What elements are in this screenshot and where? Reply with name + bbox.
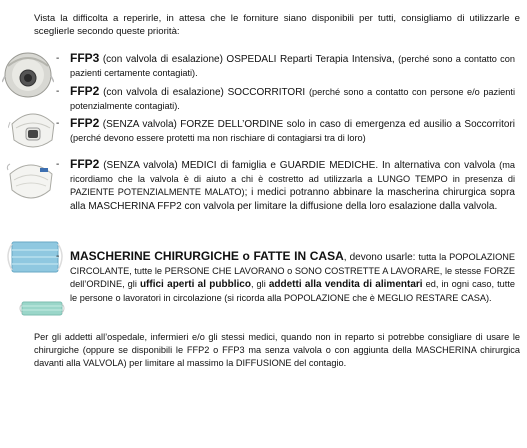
item-text: (SENZA valvola) MEDICI di famiglia e GUARDIE MEDICHE. In alternativa con valvola	[99, 160, 500, 171]
item-label: FFP2	[70, 84, 100, 98]
list-dash: -	[56, 53, 60, 64]
footer-paragraph: Per gli addetti all’ospedale, infermieri e/o gli stessi medici, quando non in reparto si potrebbe consigliare di usare le chirurgiche (oppure se disponibili le FFP2 o FFP3 ma senza valvola o con aggiunta della MASCHERINA chirurgica davanti alla VALVOLA) per limitare al massimo la DIFFUSIONE del contagio.	[34, 332, 520, 368]
item-note: tutta la POPOLAZIONE CIRCOLANTE, tutte le PERSONE CHE LAVORANO o SONO COSTRETTE A LAVORARE, le stesse FORZE dell’ORDINE, gli	[70, 252, 515, 290]
list-dash: -	[56, 86, 60, 97]
item-label: FFP3	[70, 51, 100, 65]
ffp2-no-valve-mask-image	[4, 156, 58, 206]
item-bold: addetti alla vendita di alimentari	[268, 279, 423, 291]
folded-surgical-mask-image	[18, 296, 66, 320]
item-bold: uffici aperti al pubblico	[139, 279, 251, 291]
item-note: (perché sono a contatto con pazienti certamente contagiati).	[70, 54, 515, 78]
item-note: (si ricorda alla POPOLAZIONE che è MEGLIO RESTARE CASA).	[224, 292, 492, 303]
item-label: FFP2	[70, 116, 100, 130]
item-label: MASCHERINE CHIRURGICHE o FATTE IN CASA	[70, 249, 344, 263]
item-note: ed, in ogni caso, tutte le persone o lavoratori in circolazione	[70, 279, 515, 303]
item-text: (con valvola di esalazione) SOCCORRITORI	[99, 87, 309, 98]
item-label: FFP2	[70, 157, 100, 171]
item-text: (con valvola di esalazione) OSPEDALI Reparti Terapia Intensiva,	[99, 54, 395, 65]
ffp2-valve-mask-image	[8, 102, 58, 154]
item-text: , devono usarle:	[343, 252, 419, 263]
item-note: (ma ricordiamo che la valvola è di aiuto a chi è costretto ad utilizzarla a LUNGO TEMPO in presenza di PAZIENTE POTENZIALMENTE MALATO)	[70, 160, 515, 198]
item-text: ; i medici potranno abbinare la mascherina chirurgica sopra alla MASCHERINA FFP2 con valvola per limitare la diffusione della loro esalazione dalla valvola.	[70, 187, 515, 212]
ffp3-mask-image	[2, 46, 54, 100]
priority-item-ffp2-doctors	[56, 157, 515, 213]
list-dash: -	[56, 118, 60, 129]
priority-item-surgical	[56, 249, 515, 305]
item-note: , gli	[250, 279, 269, 290]
intro-paragraph: Vista la difficolta a reperirle, in attesa che le forniture siano disponibili per tutti, consigliamo di utilizzarle e sceglierle secondo queste priorità:	[34, 13, 520, 37]
item-text: (SENZA valvola) FORZE DELL’ORDINE solo in caso di emergenza ed ausilio a Soccorritori	[99, 119, 515, 130]
list-dash: -	[56, 159, 60, 170]
list-dash: -	[56, 251, 60, 262]
item-note: (perché sono a contatto con persone e/o pazienti potenzialmente contagiati).	[70, 87, 515, 111]
priority-item-ffp2-forces	[56, 116, 515, 145]
priority-item-ffp2-valve	[56, 84, 515, 113]
item-note: (perché devono essere protetti ma non rischiare di contagiarsi tra di loro)	[70, 132, 366, 143]
priority-item-ffp3	[56, 51, 515, 80]
